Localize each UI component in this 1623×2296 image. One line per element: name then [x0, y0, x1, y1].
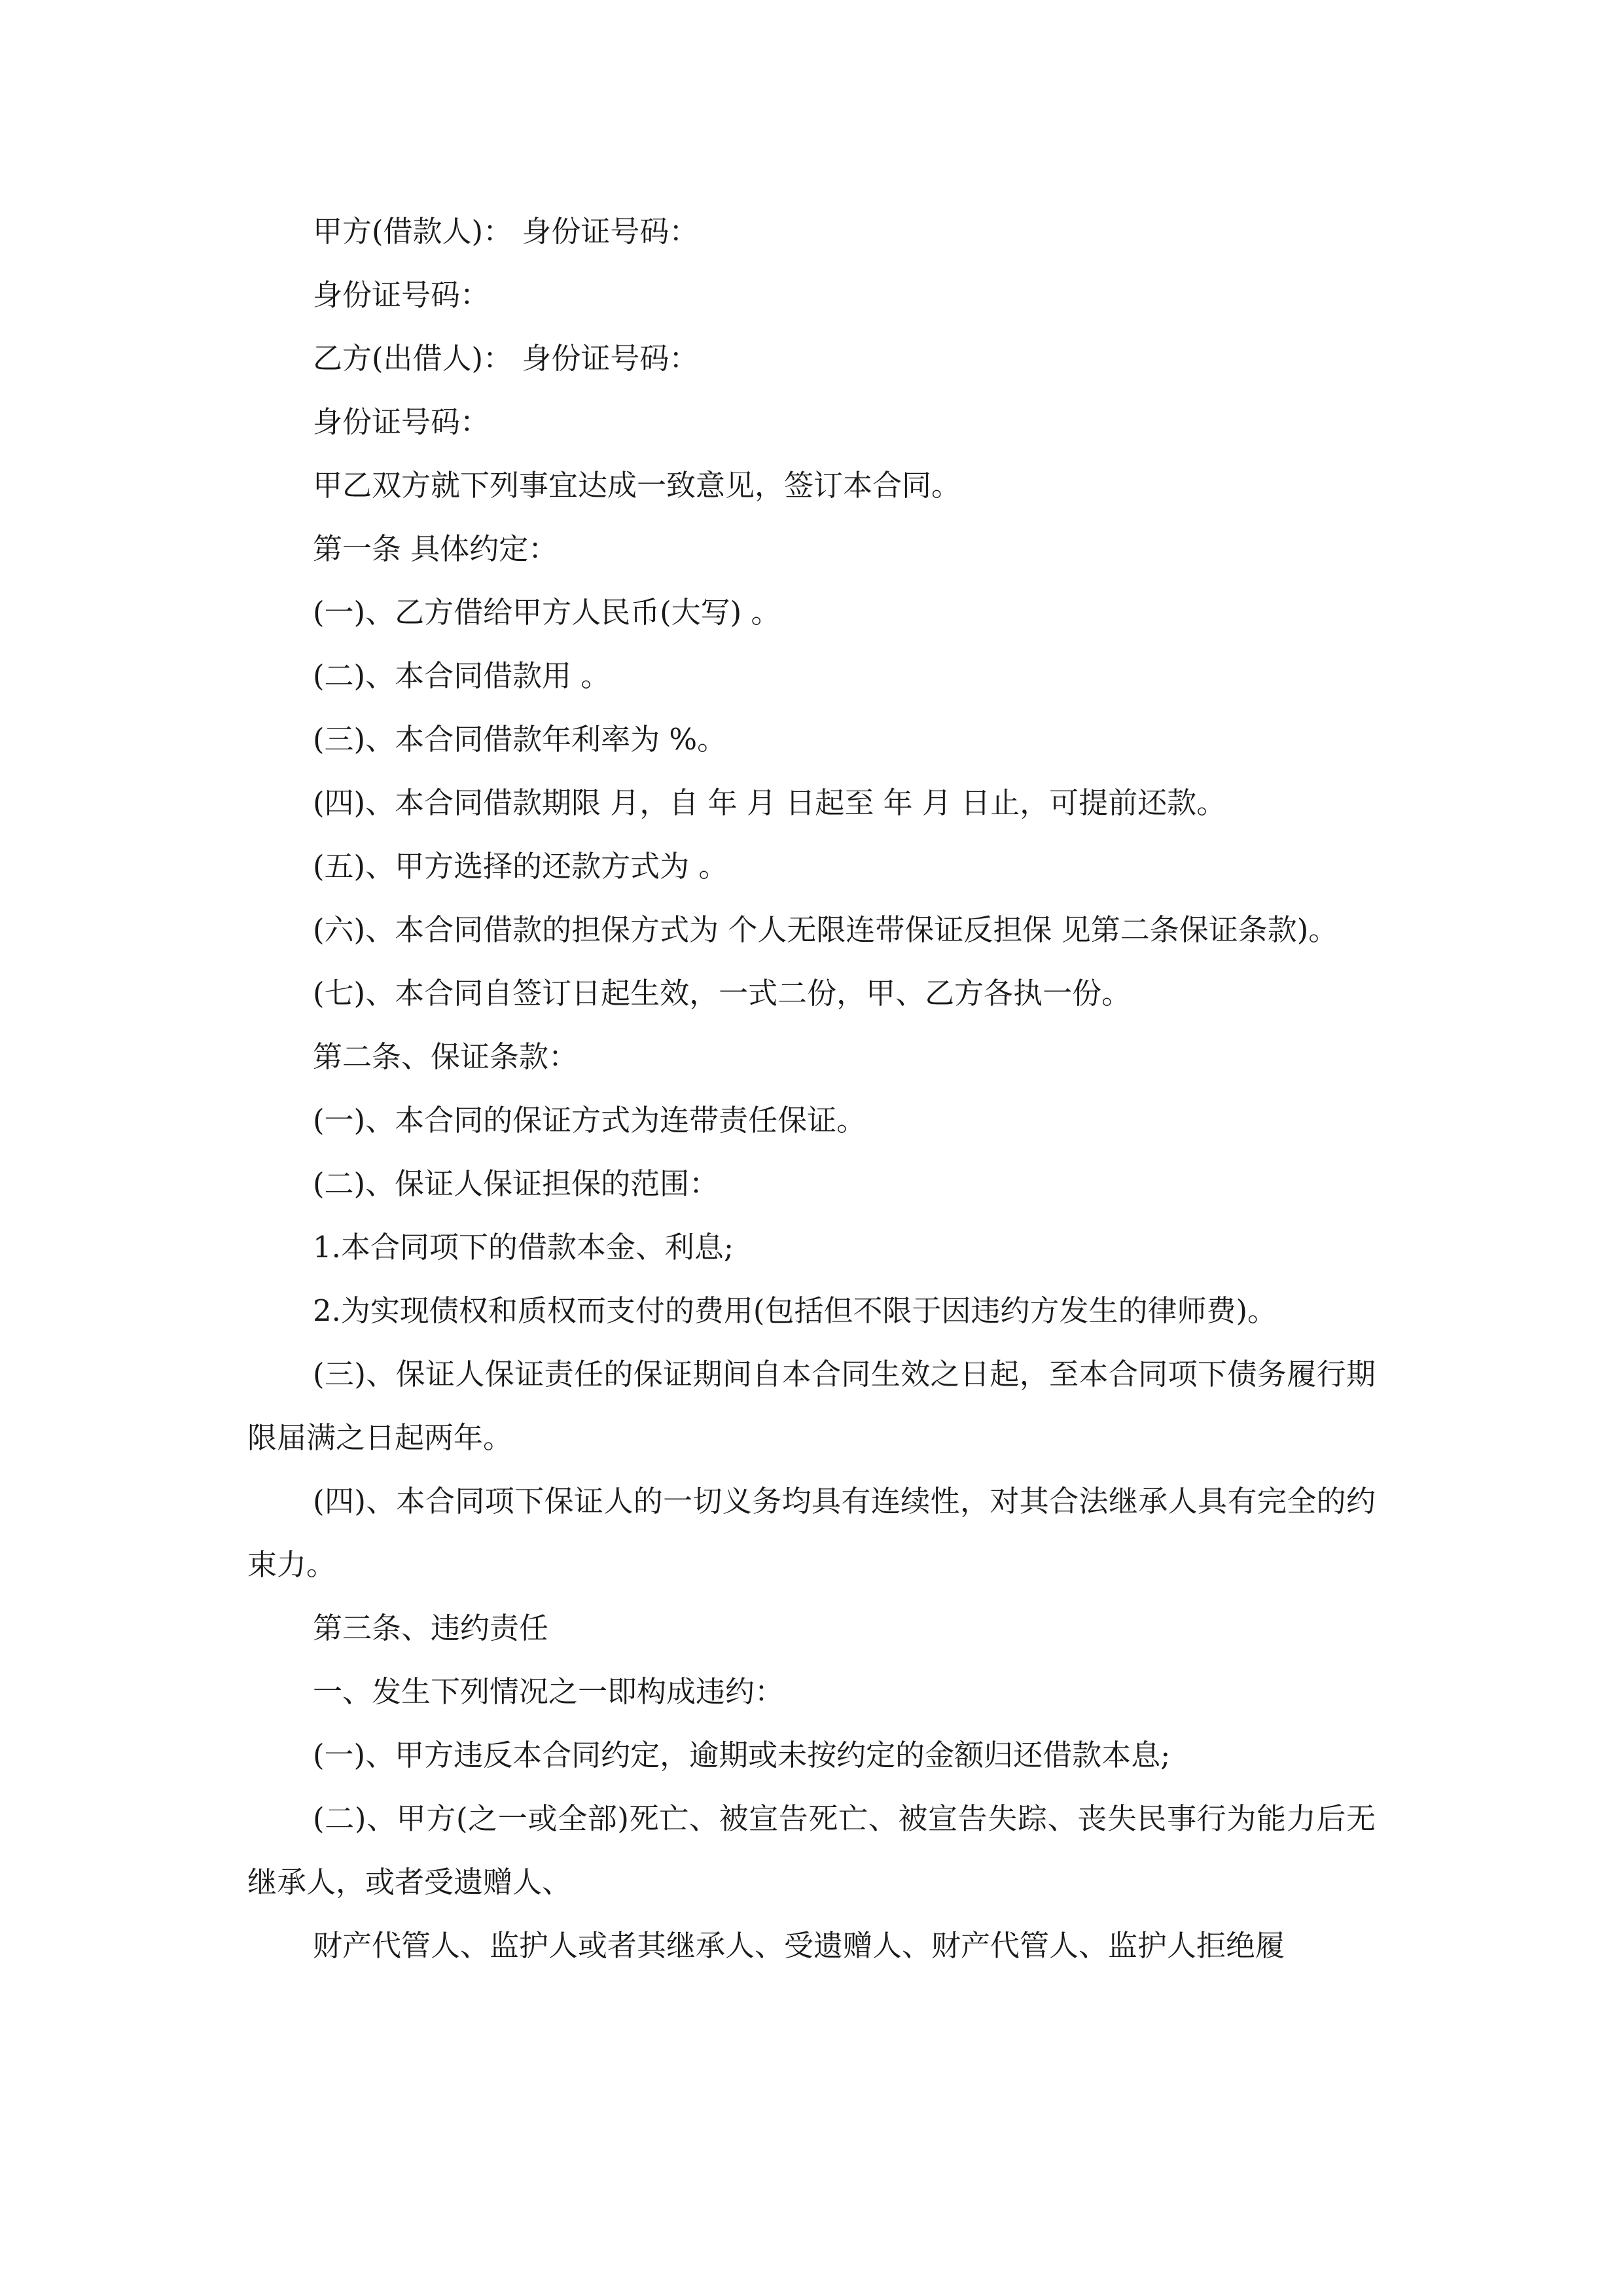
document-body: [247, 200, 1376, 1977]
article-1-item-7: (七)、本合同自签订日起生效，一式二份，甲、乙方各执一份。: [313, 976, 1132, 1011]
article-3-item-2-continued: 财产代管人、监护人或者其继承人、受遗赠人、财产代管人、监护人拒绝履: [313, 1928, 1285, 1963]
article-1-item-1: (一)、乙方借给甲方人民币(大写) 。: [313, 595, 781, 630]
article-2-item-1: (一)、本合同的保证方式为连带责任保证。: [313, 1103, 866, 1138]
article-3-item-2: (二)、甲方(之一或全部)死亡、被宣告死亡、被宣告失踪、丧失民事行为能力后无继承人，或者受遗赠人、: [247, 1801, 1376, 1899]
party-b-line: 乙方(出借人)： 身份证号码：: [313, 341, 699, 376]
article-3-heading: 第三条、违约责任: [313, 1611, 549, 1645]
article-2-item-2: (二)、保证人保证担保的范围：: [313, 1166, 719, 1201]
article-2-subitem-1: 1.本合同项下的借款本金、利息;: [313, 1230, 734, 1265]
article-3-item-1: (一)、甲方违反本合同约定，逾期或未按约定的金额归还借款本息;: [313, 1738, 1171, 1772]
article-1-item-4: (四)、本合同借款期限 月，自 年 月 日起至 年 月 日止，可提前还款。: [313, 785, 1226, 820]
article-2-item-4: (四)、本合同项下保证人的一切义务均具有连续性，对其合法继承人具有完全的约束力。: [247, 1484, 1376, 1582]
article-1-item-5: (五)、甲方选择的还款方式为 。: [313, 849, 728, 884]
party-a-line: 甲方(借款人)： 身份证号码：: [313, 214, 699, 249]
article-2-heading: 第二条、保证条款：: [313, 1039, 579, 1074]
article-2-subitem-2: 2.为实现债权和质权而支付的费用(包括但不限于因违约方发生的律师费)。: [313, 1293, 1277, 1328]
agreement-intro: 甲乙双方就下列事宜达成一致意见，签订本合同。: [313, 468, 961, 503]
article-1-heading: 第一条 具体约定：: [313, 531, 558, 566]
article-1-item-2: (二)、本合同借款用 。: [313, 658, 611, 693]
article-1-item-3: (三)、本合同借款年利率为 %。: [313, 722, 727, 757]
party-b-id-line: 身份证号码：: [313, 404, 490, 439]
party-a-id-line: 身份证号码：: [313, 278, 490, 312]
article-1-item-6: (六)、本合同借款的担保方式为 个人无限连带保证反担保 见第二条保证条款)。: [313, 912, 1338, 947]
article-2-item-3: (三)、保证人保证责任的保证期间自本合同生效之日起，至本合同项下债务履行期限届满之日起两年。: [247, 1357, 1376, 1455]
article-3-section-1: 一、发生下列情况之一即构成违约：: [313, 1674, 785, 1709]
